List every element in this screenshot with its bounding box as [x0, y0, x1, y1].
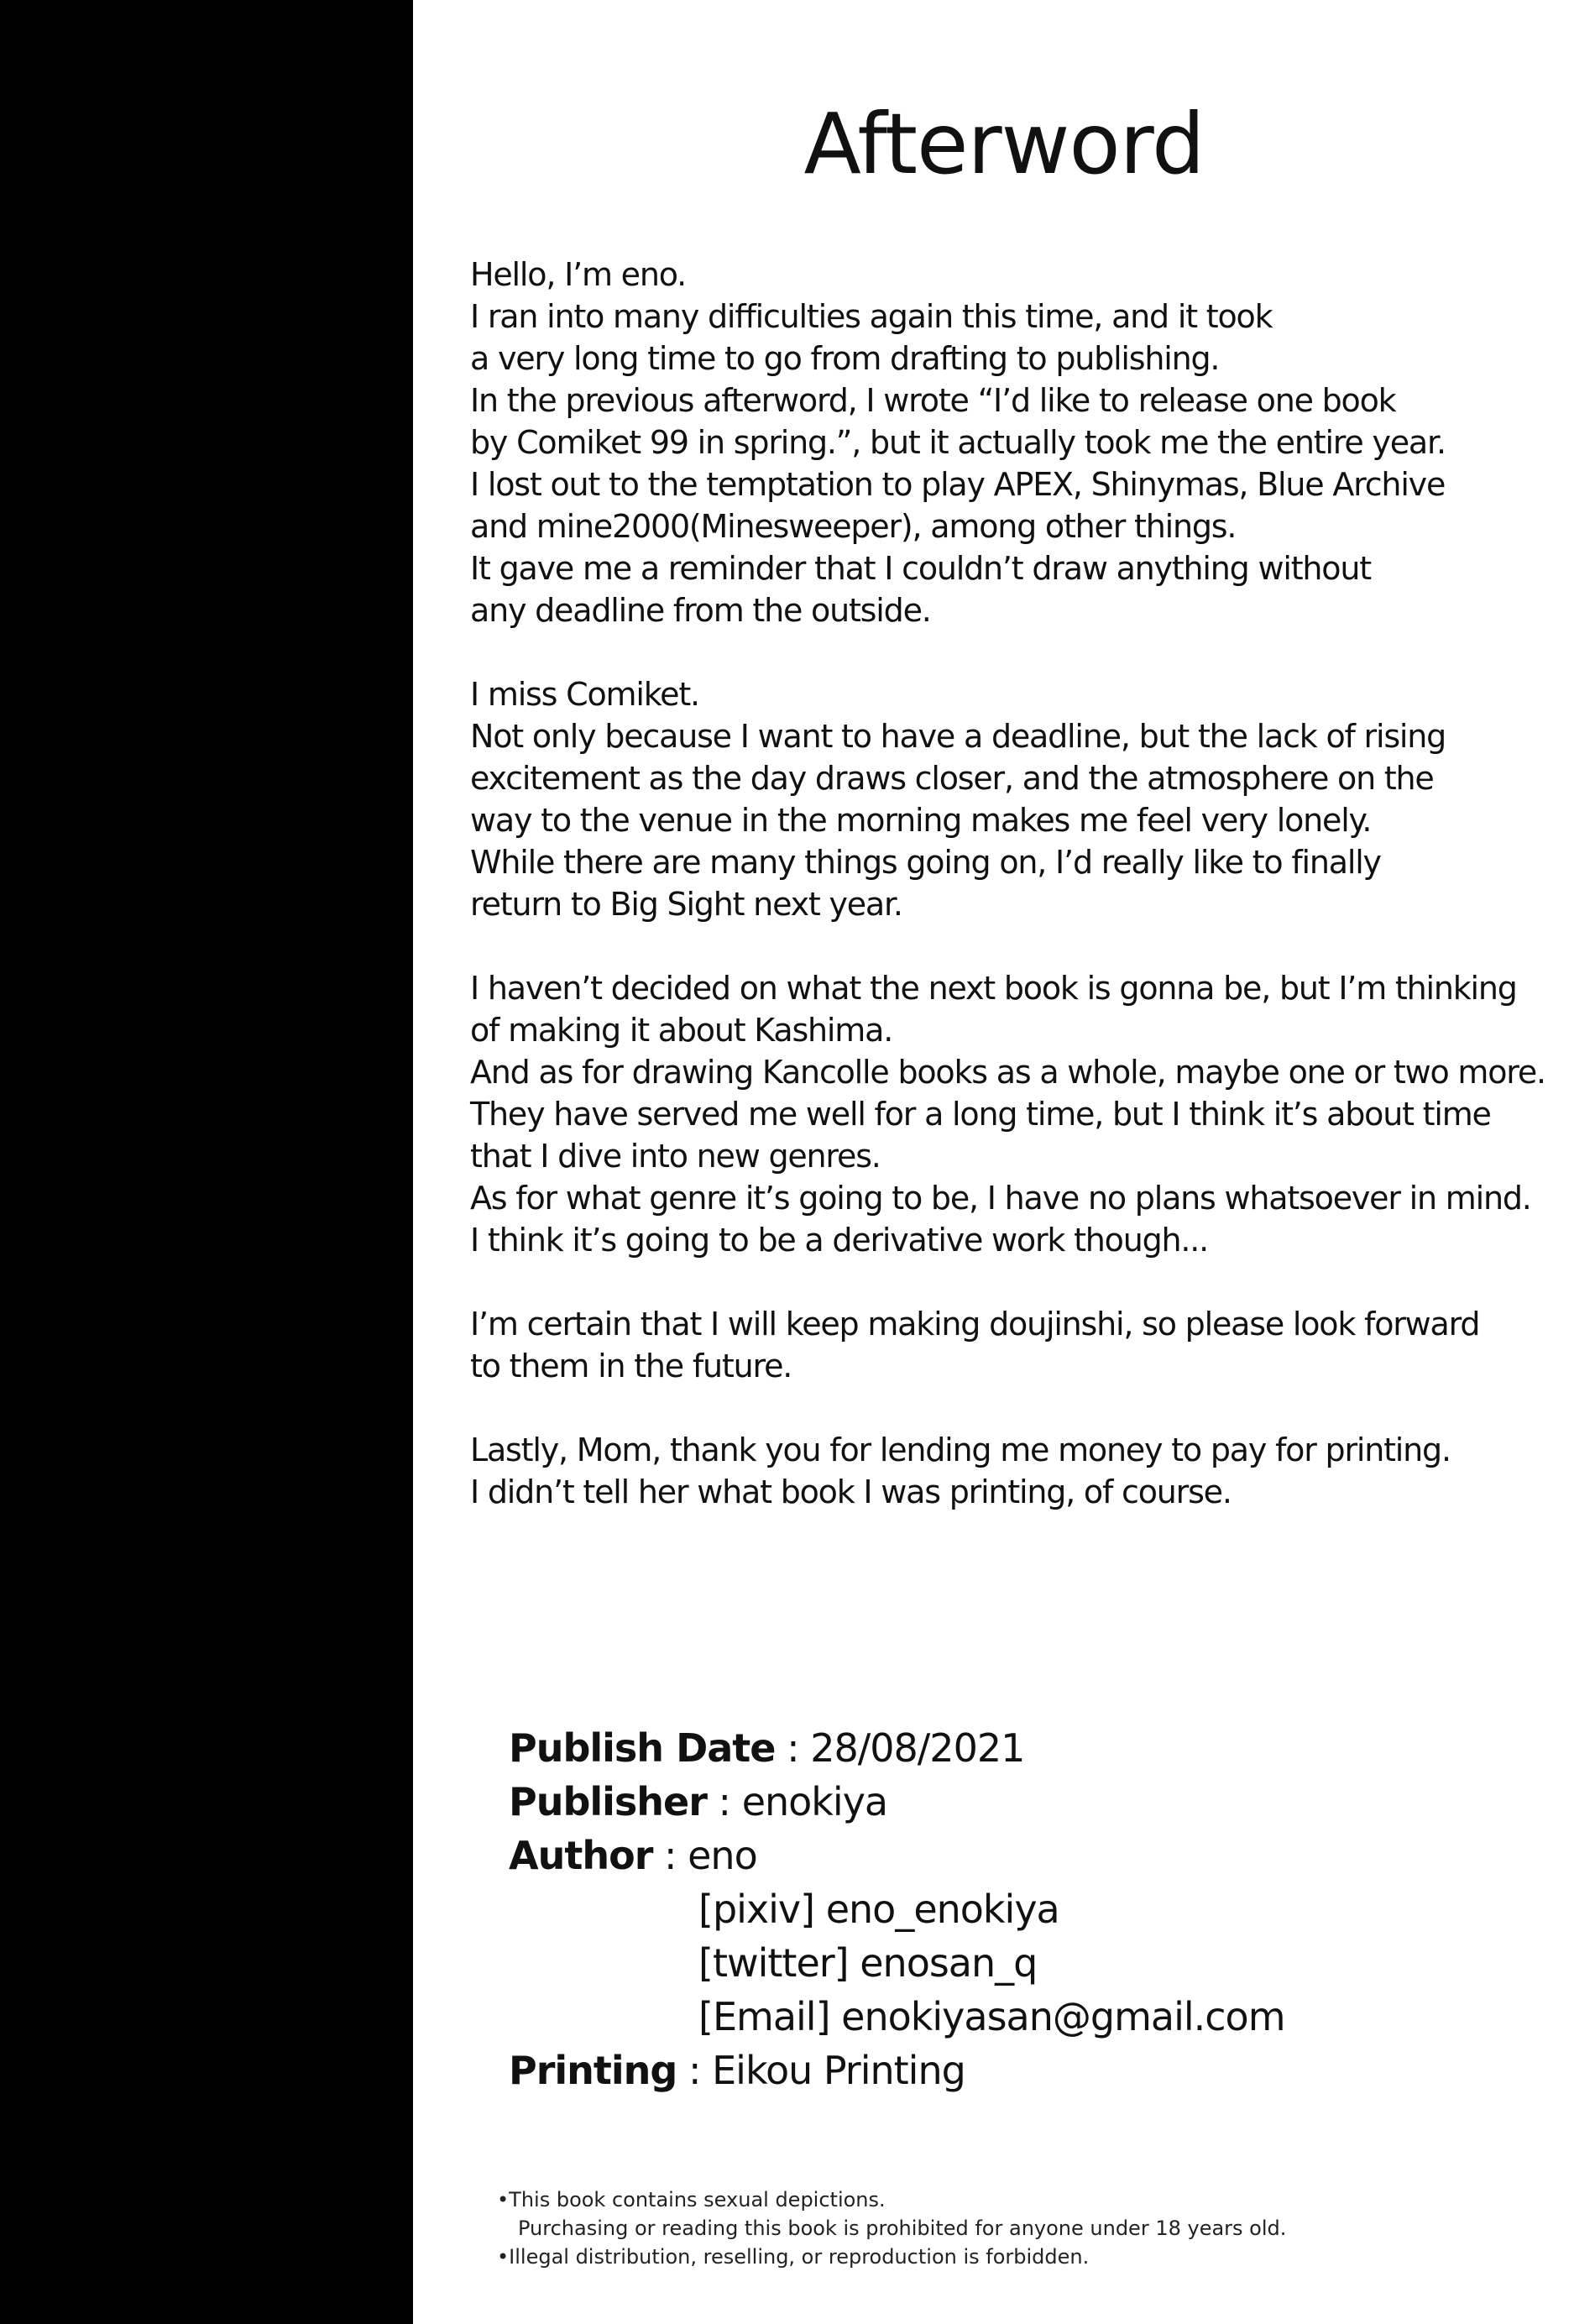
text-line: and mine2000(Minesweeper), among other things. [470, 508, 1237, 545]
author-email: [Email] enokiyasan@gmail.com [698, 1994, 1285, 2039]
text-line: a very long time to go from drafting to publishing. [470, 340, 1220, 377]
afterword-body [470, 254, 1587, 1513]
paragraph-gap [470, 1261, 1587, 1303]
author-row [509, 1829, 1285, 1882]
publish-date-label: Publish Date [509, 1725, 776, 1771]
text-line: Not only because I want to have a deadline, but the lack of rising [470, 718, 1446, 755]
author-twitter: [twitter] enosan_q [698, 1940, 1038, 1986]
printing-row [509, 2044, 1285, 2097]
text-line: As for what genre it’s going to be, I have no plans whatsoever in mind. [470, 1180, 1531, 1217]
separator: : [652, 1833, 688, 1878]
separator: : [677, 2048, 713, 2093]
text-line: I lost out to the temptation to play APEX, Shinymas, Blue Archive [470, 466, 1446, 503]
publish-date-value: 28/08/2021 [810, 1725, 1025, 1771]
paragraph-gap [470, 1387, 1587, 1429]
printing-label: Printing [509, 2048, 677, 2093]
legal-notes [497, 2185, 1286, 2271]
paragraph-3 [470, 967, 1587, 1261]
paragraph-gap [470, 631, 1587, 673]
page-title: Afterword [803, 95, 1205, 193]
printing-value: Eikou Printing [712, 2048, 965, 2093]
note-age-restriction: Purchasing or reading this book is prohibited for anyone under 18 years old. [518, 2217, 1287, 2240]
note-sexual-content: •This book contains sexual depictions. [497, 2188, 886, 2211]
author-value: eno [688, 1833, 757, 1878]
publish-date-row [509, 1721, 1285, 1775]
author-pixiv: [pixiv] eno_enokiya [698, 1887, 1059, 1932]
text-line: And as for drawing Kancolle books as a whole, maybe one or two more. [470, 1054, 1545, 1091]
text-line: It gave me a reminder that I couldn’t draw anything without [470, 550, 1371, 587]
text-line: I miss Comiket. [470, 676, 699, 713]
text-line: any deadline from the outside. [470, 592, 931, 629]
text-line: that I dive into new genres. [470, 1138, 881, 1175]
text-line: to them in the future. [470, 1348, 792, 1384]
author-label: Author [509, 1833, 653, 1878]
paragraph-5 [470, 1429, 1587, 1513]
publisher-row [509, 1775, 1285, 1829]
text-line: While there are many things going on, I’d really like to finally [470, 844, 1381, 881]
text-line: In the previous afterword, I wrote “I’d like to release one book [470, 382, 1396, 419]
publisher-label: Publisher [509, 1779, 707, 1824]
text-line: Hello, I’m eno. [470, 256, 686, 293]
paragraph-1 [470, 254, 1587, 631]
text-line: by Comiket 99 in spring.”, but it actually took me the entire year. [470, 424, 1446, 461]
text-line: way to the venue in the morning makes me feel very lonely. [470, 802, 1372, 839]
text-line: Lastly, Mom, thank you for lending me money to pay for printing. [470, 1432, 1451, 1468]
separator: : [706, 1779, 742, 1824]
text-line: I’m certain that I will keep making doujinshi, so please look forward [470, 1306, 1480, 1343]
note-distribution: •Illegal distribution, reselling, or reproduction is forbidden. [497, 2245, 1090, 2269]
left-black-bar [0, 0, 413, 2324]
text-line: I think it’s going to be a derivative work though... [470, 1222, 1209, 1259]
paragraph-gap [470, 925, 1587, 967]
publisher-value: enokiya [741, 1779, 888, 1824]
text-line: I didn’t tell her what book I was printing, of course. [470, 1473, 1232, 1510]
text-line: I ran into many difficulties again this time, and it took [470, 298, 1273, 335]
separator: : [775, 1725, 811, 1771]
text-line: excitement as the day draws closer, and the atmosphere on the [470, 760, 1434, 797]
text-line: of making it about Kashima. [470, 1012, 893, 1049]
text-line: I haven’t decided on what the next book is gonna be, but I’m thinking [470, 970, 1517, 1007]
colophon [509, 1721, 1285, 2097]
text-line: return to Big Sight next year. [470, 886, 902, 923]
text-line: They have served me well for a long time, but I think it’s about time [470, 1096, 1491, 1133]
paragraph-2 [470, 673, 1587, 925]
paragraph-4 [470, 1303, 1587, 1387]
